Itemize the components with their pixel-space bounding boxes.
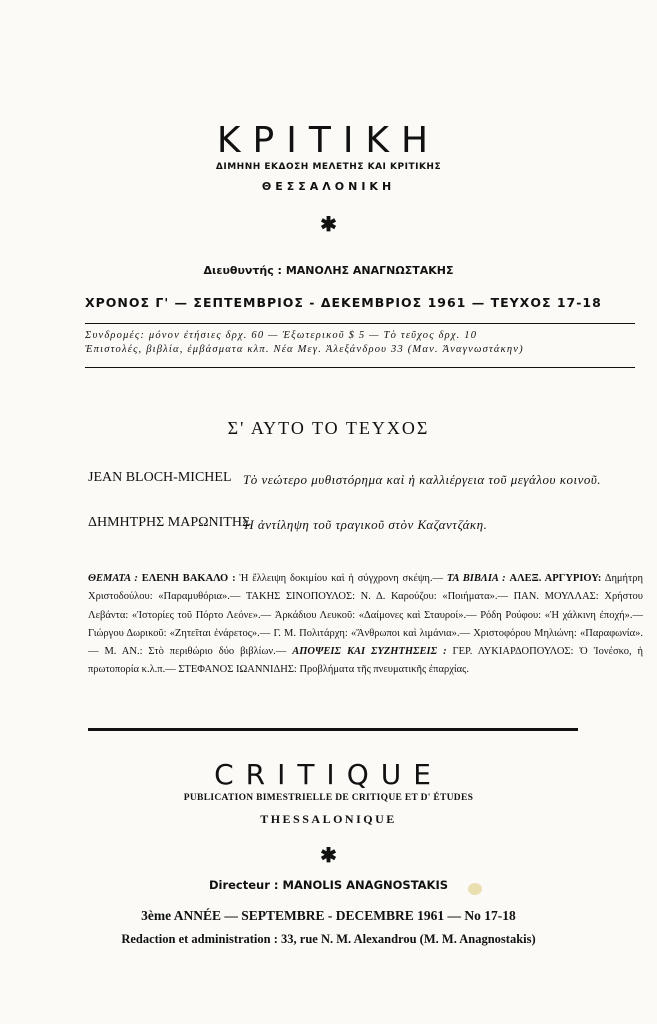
ornament-star-icon: ✱ [320, 845, 337, 867]
vivlia-author: ΑΛΕΞ. ΑΡΓΥΡΙΟΥ: [509, 573, 602, 584]
vivlia-label: ΤΑ ΒΙΒΛΙΑ : [446, 573, 506, 584]
section-divider [88, 728, 578, 731]
director-label-greek: Διευθυντής : [203, 264, 282, 277]
issue-year-line-greek: ΧΡΟΝΟΣ Γ' — ΣΕΠΤΕΜΒΡΙΟΣ - ΔΕΚΕΜΒΡΙΟΣ 1961 — ΤΕΥΧΟΣ 17-18 [85, 295, 602, 310]
apopseis-label: ΑΠΟΨΕΙΣ ΚΑΙ ΣΥΖΗΤΗΣΕΙΣ : [292, 646, 447, 658]
redaction-address: Redaction et administration : 33, rue N. M. Alexandrou (M. M. Anagnostakis) [121, 932, 536, 946]
journal-title-greek: ΚΡΙΤΙΚΗ [216, 120, 441, 161]
director-label-french: Directeur : [208, 878, 279, 892]
themata-label: ΘΕΜΑΤΑ : [88, 573, 138, 584]
toc-title: Τὸ νεώτερο μυθιστόρημα καὶ ἡ καλλιέργεια τοῦ μεγάλου κοινοῦ. [243, 472, 602, 487]
vivlia-text: Δημήτρη Χριστοδούλου: «Παραμυθόρια».— ΤΑΚΗΣ ΣΙΝΟΠΟΥΛΟΣ: Ν. Δ. Καρούζου: «Ποιήματα».— ΠΑΝ. ΜΟΥΛΛΑΣ: Χρήστου Λεβάντα: «Ἱστορίες τοῦ Πόρτο Λεόνε».— Ἀρκάδιου Λευκοῦ: «Δαίμονες καὶ Σταυροί».— Ρόδη Ρούφου: «Ἡ χάλκινη ἐποχή».— Γιώργου Δωρικοῦ: «Ζητεῖται ἐνάρετος».— Γ. Μ. Πολιτάρχη: «Ἄνθρωποι καὶ λιμάνια».— Χριστοφόρου Μηλιώνη: «Παραφωνία».— Μ. ΑΝ.: Στὸ περιθώριο δύο βιβλίων.— [88, 573, 644, 658]
issue-year-line-french: 3ème ANNÉE — SEPTEMBRE - DECEMBRE 1961 — No 17-18 [141, 908, 516, 923]
themata-text: Ἡ ἔλλειψη δοκιμίου καὶ ἡ σύγχρονη σκέψη.— [239, 573, 444, 584]
contents-heading: Σ' ΑΥΤΟ ΤΟ ΤΕΥΧΟΣ [227, 418, 430, 438]
subscription-box [85, 323, 635, 368]
city-french: THESSALONIQUE [260, 812, 397, 826]
correspondence-address: Ἐπιστολές, βιβλία, ἐμβάσματα κλπ. Νέα Μεγ. Ἀλεξάνδρου 33 (Μαν. Ἀναγνωστάκην) [85, 344, 524, 355]
journal-subtitle-french: PUBLICATION BIMESTRIELLE DE CRITIQUE ET D' ÉTUDES [183, 793, 474, 803]
ornament-star-icon: ✱ [320, 214, 337, 236]
journal-subtitle-greek: ΔΙΜΗΝΗ ΕΚΔΟΣΗ ΜΕΛΕΤΗΣ ΚΑΙ ΚΡΙΤΙΚΗΣ [215, 162, 442, 172]
director-name-greek: ΜΑΝΟΛΗΣ ΑΝΑΓΝΩΣΤΑΚΗΣ [285, 264, 454, 277]
city-greek: ΘΕΣΣΑΛΟΝΙΚΗ [261, 180, 396, 193]
themes-paragraph [88, 570, 643, 680]
toc-author: ΔΗΜΗΤΡΗΣ ΜΑΡΩΝΙΤΗΣ [88, 515, 251, 530]
paper-stain [468, 883, 482, 895]
apopseis-text: ΓΕΡ. ΛΥΚΙΑΡΔΟΠΟΥΛΟΣ: Ὁ Ἰονέσκο, ἡ πρωτοπορία κ.λ.π.— ΣΤΕΦΑΝΟΣ ΙΩΑΝΝΙΔΗΣ: Προβλήματα τῆς πνευματικῆς ἐπαρχίας. [88, 646, 644, 676]
themata-author: ΕΛΕΝΗ ΒΑΚΑΛΟ : [141, 573, 236, 584]
subscription-prices: Συνδρομές: μόνον ἐτήσιες δρχ. 60 — Ἐξωτερικοῦ $ 5 — Τὸ τεῦχος δρχ. 10 [85, 330, 478, 341]
toc-author: JEAN BLOCH-MICHEL [88, 470, 232, 485]
journal-title-french: CRITIQUE [214, 758, 443, 791]
director-greek [0, 264, 657, 277]
director-name-french: MANOLIS ANAGNOSTAKIS [282, 878, 449, 892]
director-french [0, 878, 657, 892]
toc-title: Ἡ ἀντίληψη τοῦ τραγικοῦ στὸν Καζαντζάκη. [243, 517, 488, 532]
